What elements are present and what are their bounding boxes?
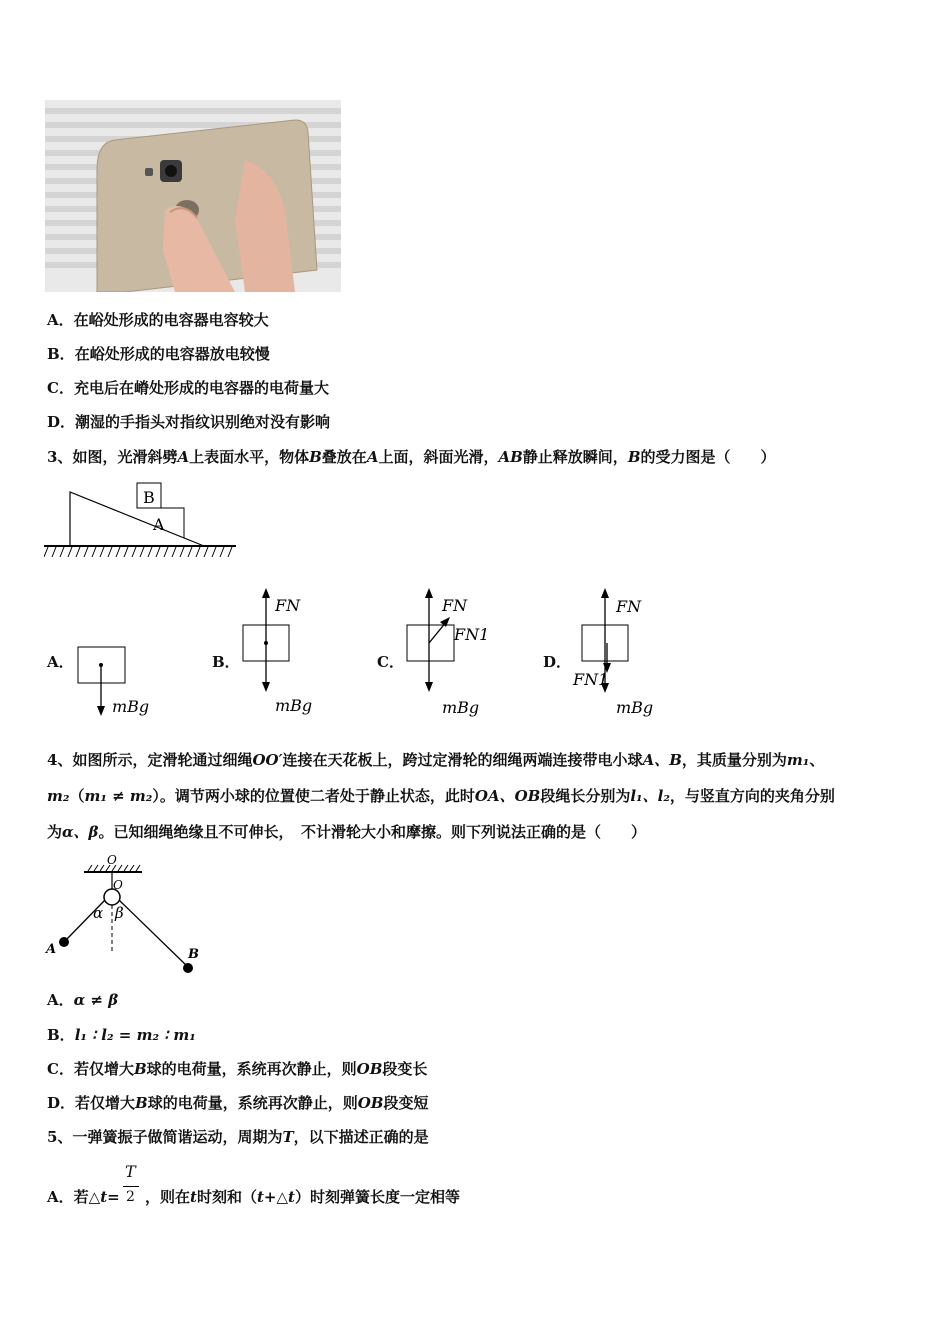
var-oa-ob: OA、OB	[474, 787, 541, 805]
option-text: 若△	[73, 1188, 101, 1206]
var-b: B	[309, 448, 322, 466]
label-a: A	[46, 942, 57, 957]
var-m1: m₁	[786, 751, 810, 769]
var-alpha-beta: α、β	[62, 823, 99, 841]
var-l1-l2: l₁、l₂	[630, 787, 670, 805]
question-number: 3、	[47, 448, 73, 466]
q4-pulley-figure	[44, 852, 214, 982]
option-text: 潮湿的手指头对指纹识别绝对没有影响	[75, 413, 331, 431]
var-t-period: T	[282, 1128, 294, 1146]
option-text: 段变长	[382, 1060, 428, 1078]
option-letter: B．	[47, 1026, 75, 1044]
q3-choice-c-diagram	[400, 585, 520, 720]
weight-label: mBg	[112, 697, 150, 716]
option-letter: C．	[47, 379, 74, 397]
question-number: 4、	[47, 751, 73, 769]
label-beta: β	[115, 904, 124, 922]
option-text: 若仅增大	[75, 1094, 136, 1112]
weight-label: mBg	[442, 698, 480, 717]
var-a: A	[177, 448, 190, 466]
q5-option-a	[47, 1187, 120, 1207]
stem-text: ）。调节两小球的位置使二者处于静止状态，此时	[152, 787, 475, 805]
stem-text: 段绳长分别为	[540, 787, 631, 805]
q2-option-d	[47, 412, 330, 432]
equals-sign: =	[107, 1188, 120, 1206]
q3-choice-a-diagram	[70, 585, 190, 720]
option-text: 球的电荷量，系统再次静止，则	[147, 1094, 358, 1112]
var-b: B	[135, 1094, 148, 1112]
stem-text: 静止释放瞬间，	[522, 448, 628, 466]
var-t: t	[100, 1188, 108, 1206]
stem-text: 上表面水平，物体	[189, 448, 310, 466]
q4-stem-line-3	[47, 822, 646, 842]
normal-force-label: FN	[275, 596, 301, 615]
var-ob: OB	[356, 1060, 383, 1078]
var-ab: AB	[498, 448, 523, 466]
var-b: B	[133, 1060, 147, 1078]
normal-force-label: FN	[442, 596, 468, 615]
q4-stem-line-2	[47, 786, 835, 806]
stem-text: 、	[809, 751, 825, 769]
mass-inequality: m₁ ≠ m₂	[84, 787, 153, 805]
stem-text: ，其质量分别为	[681, 751, 787, 769]
stem-text: （	[69, 787, 85, 805]
option-text: 球的电荷量，系统再次静止，则	[146, 1060, 357, 1078]
option-text: 段变短	[383, 1094, 429, 1112]
q4-option-d	[47, 1093, 429, 1113]
fraction-bar	[123, 1186, 139, 1187]
q3-wedge-figure	[44, 480, 244, 565]
option-text: ，则在	[145, 1188, 191, 1206]
option-letter: D．	[47, 413, 76, 431]
fraction-denominator: 2	[126, 1189, 135, 1205]
var-t-plus-dt: t+△t	[256, 1188, 295, 1206]
stem-text: 叠放在	[321, 448, 367, 466]
var-ab: A、B	[642, 751, 682, 769]
option-letter: C．	[47, 1060, 74, 1078]
label-b: B	[188, 947, 199, 962]
option-text: 在峪处形成的电容器电容较大	[73, 311, 269, 329]
var-ob: OB	[357, 1094, 384, 1112]
stem-text: ，与竖直方向的夹角分别	[669, 787, 835, 805]
stem-text: 。已知细绳绝缘且不可伸长， 不计滑轮大小和摩擦。则下列说法正确的是（ ）	[98, 823, 647, 841]
option-text: l₁ ∶ l₂ = m₂ ∶ m₁	[74, 1026, 196, 1044]
q4-option-b	[47, 1025, 196, 1045]
q4-stem-line-1	[47, 750, 824, 770]
var-m2: m₂	[47, 787, 70, 805]
weight-label: mBg	[275, 696, 313, 715]
option-text: 在峪处形成的电容器放电较慢	[74, 345, 270, 363]
q2-option-a	[47, 310, 269, 330]
q3-choice-c-letter: C．	[377, 653, 404, 671]
q5-option-a-rest	[145, 1187, 460, 1207]
var-b: B	[627, 448, 641, 466]
label-o-pulley: O	[113, 878, 123, 892]
phone-fingerprint-icon	[45, 100, 341, 292]
option-text: 若仅增大	[73, 1060, 134, 1078]
var-oo: OO′	[252, 751, 283, 769]
stem-text: 如图，光滑斜劈	[72, 448, 178, 466]
stem-text: ，以下描述正确的是	[293, 1128, 429, 1146]
q3-stem	[47, 447, 776, 467]
fraction-t-over-2	[121, 1162, 143, 1212]
stem-text: 上面，斜面光滑，	[378, 448, 499, 466]
label-a: A	[153, 515, 165, 534]
label-b: B	[143, 488, 155, 507]
q4-option-a	[47, 990, 118, 1010]
q2-option-c	[47, 378, 329, 398]
phone-fingerprint-photo	[45, 100, 341, 292]
q5-stem	[47, 1127, 429, 1147]
var-t: t	[190, 1188, 197, 1206]
stem-text: 一弹簧振子做简谐运动，周期为	[72, 1128, 283, 1146]
normal-force-1-label: FN1	[573, 670, 609, 689]
label-o-top: O	[107, 853, 117, 867]
q3-choice-a-letter: A．	[47, 653, 74, 671]
weight-label: mBg	[616, 698, 654, 717]
q3-choice-d-letter: D．	[543, 653, 572, 671]
option-letter: A．	[47, 1188, 74, 1206]
q2-option-b	[47, 344, 270, 364]
q4-option-c	[47, 1059, 427, 1079]
q3-choice-b-diagram	[235, 585, 355, 720]
label-alpha: α	[93, 904, 104, 922]
stem-text: 的受力图是（ ）	[640, 448, 776, 466]
option-letter: A．	[47, 311, 74, 329]
option-letter: D．	[47, 1094, 76, 1112]
option-letter: B．	[47, 345, 75, 363]
normal-force-label: FN	[616, 597, 642, 616]
option-text: ）时刻弹簧长度一定相等	[294, 1188, 460, 1206]
stem-text: 连接在天花板上，跨过定滑轮的细绳两端连接带电小球	[282, 751, 643, 769]
stem-text: 为	[47, 823, 63, 841]
var-a: A	[366, 448, 379, 466]
normal-force-1-label: FN1	[454, 625, 490, 644]
q3-choice-d-diagram	[566, 585, 686, 720]
stem-text: 如图所示，定滑轮通过细绳	[72, 751, 253, 769]
question-number: 5、	[47, 1128, 73, 1146]
fraction-numerator: T	[125, 1162, 136, 1181]
q3-choice-b-letter: B．	[212, 653, 240, 671]
option-letter: A．	[47, 991, 74, 1009]
option-text: α ≠ β	[73, 991, 119, 1009]
option-text: 充电后在嵴处形成的电容器的电荷量大	[73, 379, 329, 397]
option-text: 时刻和（	[196, 1188, 257, 1206]
